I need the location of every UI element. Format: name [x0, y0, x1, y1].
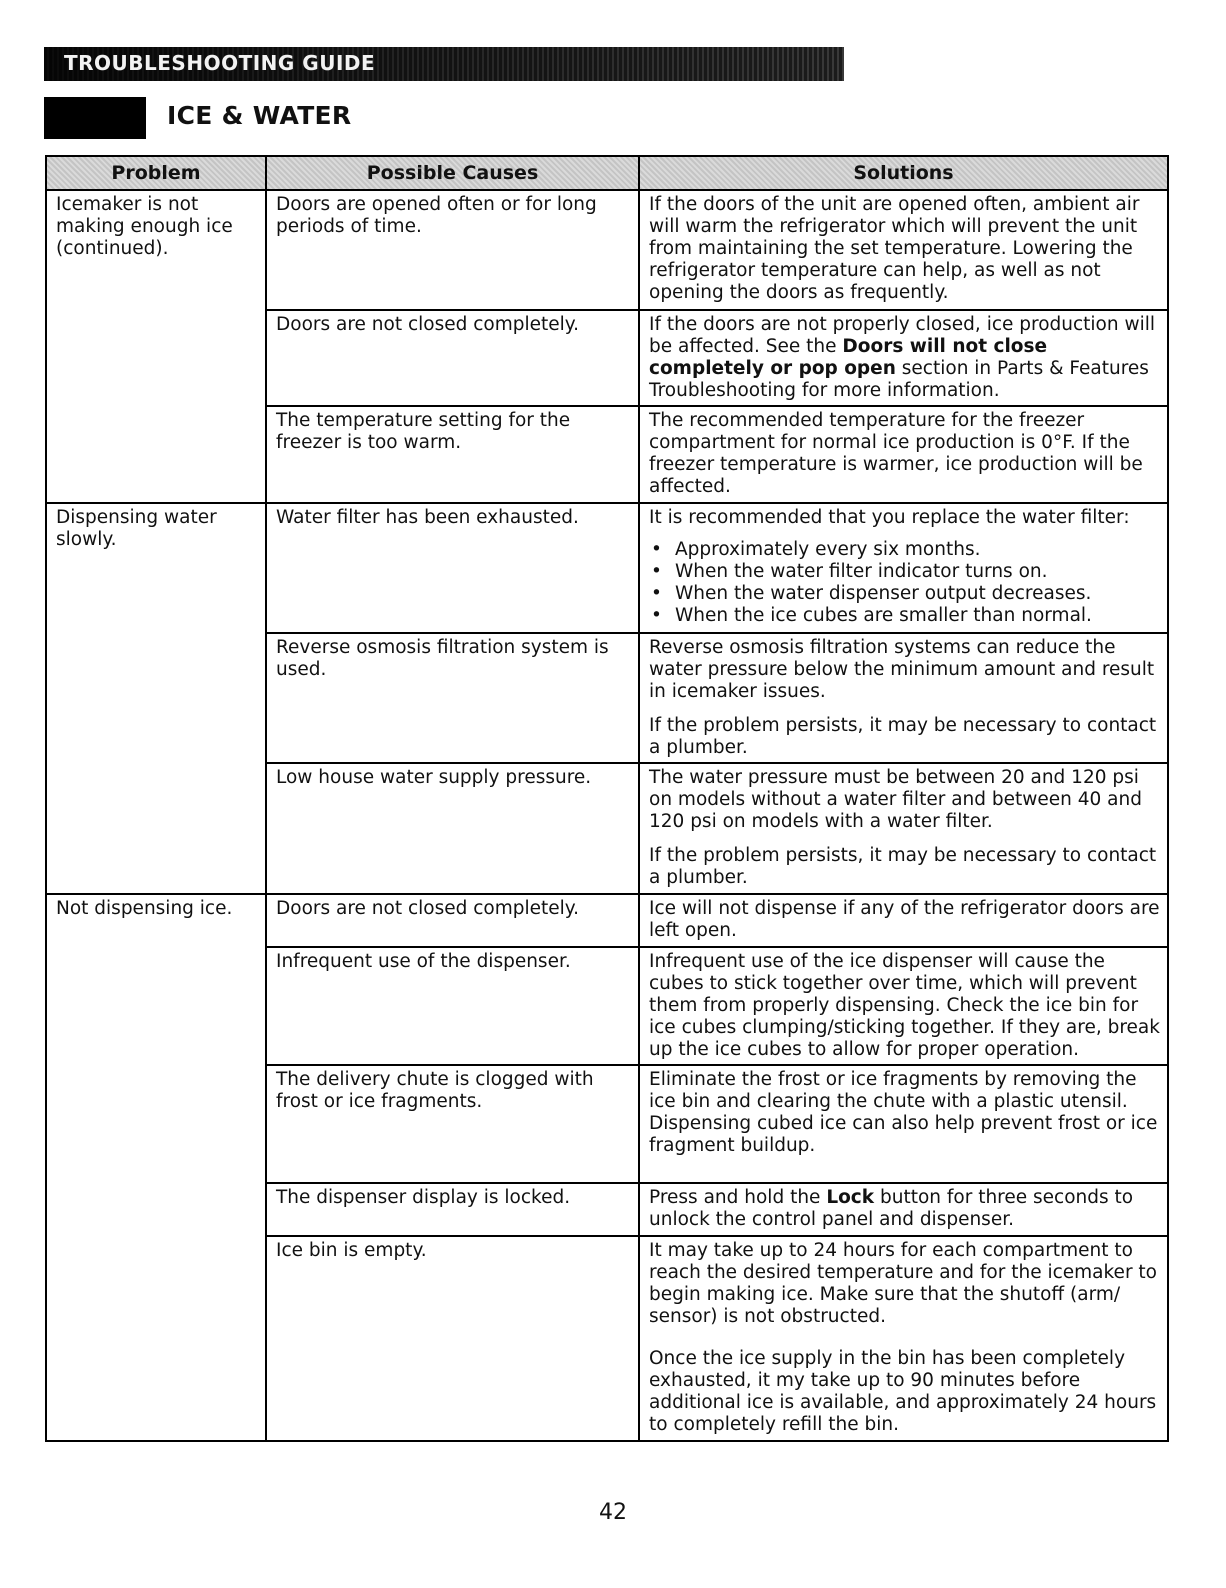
section-marker-block: [44, 97, 146, 139]
section-banner: [44, 47, 844, 81]
problem-cell: Icemaker is not making enough ice (continued).: [46, 190, 266, 503]
column-header-problem: Problem: [46, 156, 266, 190]
cause-cell: The temperature setting for the freezer is too warm.: [266, 406, 639, 503]
cause-cell: Doors are opened often or for long periods of time.: [266, 190, 639, 310]
problem-cell: Dispensing water slowly.: [46, 503, 266, 894]
list-item: • When the water filter indicator turns on.: [649, 561, 1161, 583]
table-row: [46, 190, 1168, 310]
list-item: • When the ice cubes are smaller than normal.: [649, 605, 1161, 627]
cause-cell: Infrequent use of the dispenser.: [266, 947, 639, 1065]
list-item: • Approximately every six months.: [649, 539, 1161, 561]
solution-cell: Infrequent use of the ice dispenser will cause the cubes to stick together over time, which will prevent them from properly dispensing. Check the ice bin for ice cubes clumping/sticking together. If they are, break up the ice cubes to allow for proper operation.: [639, 947, 1168, 1065]
column-header-solutions: Solutions: [639, 156, 1168, 190]
cause-cell: The dispenser display is locked.: [266, 1183, 639, 1236]
solution-cell: If the doors are not properly closed, ice production will be affected. See the Doors will not close completely or pop open section in Parts & Features Troubleshooting for more information.: [639, 310, 1168, 406]
section-title: ICE & WATER: [167, 101, 352, 130]
page-number: 42: [599, 1500, 627, 1525]
cause-cell: Doors are not closed completely.: [266, 894, 639, 947]
solution-cell: Reverse osmosis filtration systems can reduce the water pressure below the minimum amount and result in icemaker issues. If the problem persists, it may be necessary to contact a plumber.: [639, 633, 1168, 763]
solution-cell: The water pressure must be between 20 and 120 psi on models without a water filter and between 40 and 120 psi on models with a water filter. If the problem persists, it may be necessary to contact a plumber.: [639, 763, 1168, 894]
solution-cell: Eliminate the frost or ice fragments by removing the ice bin and clearing the chute with a plastic utensil. Dispensing cubed ice can also help prevent frost or ice fragment buildup.: [639, 1065, 1168, 1183]
table-row: [46, 894, 1168, 947]
banner-title: TROUBLESHOOTING GUIDE: [64, 51, 376, 75]
list-item: • When the water dispenser output decreases.: [649, 583, 1161, 605]
cause-cell: Doors are not closed completely.: [266, 310, 639, 406]
table-row: [46, 503, 1168, 633]
section-reference: Doors will not close completely or pop open: [649, 336, 1048, 379]
bullet-list: [649, 539, 1161, 627]
cause-cell: The delivery chute is clogged with frost or ice fragments.: [266, 1065, 639, 1183]
solution-cell: It is recommended that you replace the water filter: • Approximately every six months. • When the water filter indicator turns on. • When the water dispenser output decreases. • When the ice cubes are smaller than normal.: [639, 503, 1168, 633]
solution-cell: Press and hold the Lock button for three seconds to unlock the control panel and dispenser.: [639, 1183, 1168, 1236]
solution-cell: The recommended temperature for the freezer compartment for normal ice production is 0°F. If the freezer temperature is warmer, ice production will be affected.: [639, 406, 1168, 503]
table-header-row: [46, 156, 1168, 190]
lock-button-reference: Lock: [826, 1187, 875, 1208]
solution-cell: Ice will not dispense if any of the refrigerator doors are left open.: [639, 894, 1168, 947]
problem-cell: Not dispensing ice.: [46, 894, 266, 1441]
solution-cell: It may take up to 24 hours for each compartment to reach the desired temperature and for the icemaker to begin making ice. Make sure that the shutoff (arm/ sensor) is not obstructed. Once the ice supply in the bin has been completely exhausted, it my take up to 90 minutes before additional ice is available, and approximately 24 hours to completely refill the bin.: [639, 1236, 1168, 1441]
cause-cell: Reverse osmosis filtration system is used.: [266, 633, 639, 763]
solution-cell: If the doors of the unit are opened often, ambient air will warm the refrigerator which will prevent the unit from maintaining the set temperature. Lowering the refrigerator temperature can help, as well as not opening the doors as frequently.: [639, 190, 1168, 310]
cause-cell: Water filter has been exhausted.: [266, 503, 639, 633]
cause-cell: Low house water supply pressure.: [266, 763, 639, 894]
troubleshooting-table: [45, 155, 1169, 1442]
cause-cell: Ice bin is empty.: [266, 1236, 639, 1441]
column-header-causes: Possible Causes: [266, 156, 639, 190]
